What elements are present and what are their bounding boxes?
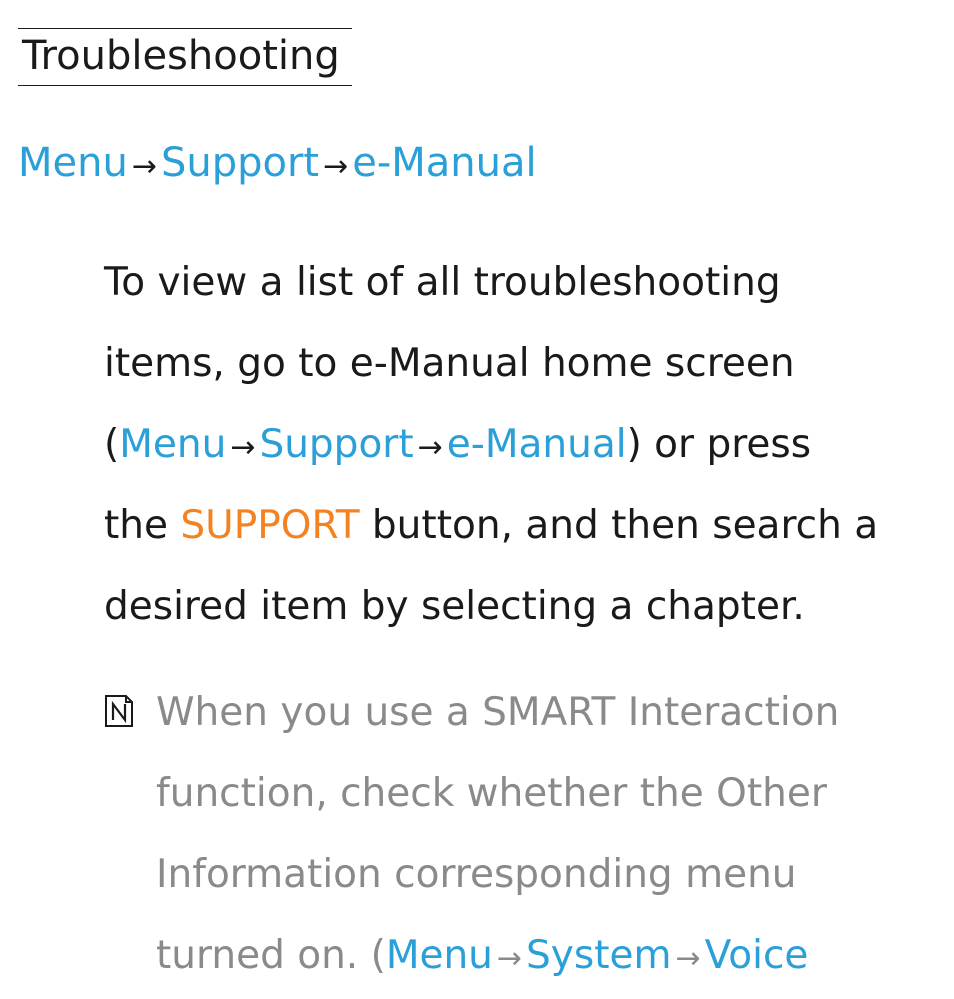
breadcrumb-arrow: → <box>131 149 157 184</box>
menu-link[interactable]: Menu <box>119 422 227 467</box>
paren-close-text: ) or press <box>626 422 812 467</box>
support-link[interactable]: Support <box>259 422 414 467</box>
line4-post: button, and then search a <box>359 503 879 548</box>
note-menu-link[interactable]: Menu <box>385 933 493 978</box>
note-block <box>104 672 944 996</box>
breadcrumb <box>18 136 537 194</box>
instruction-paragraph <box>104 242 944 647</box>
paragraph-line: desired item by selecting a chapter. <box>104 584 805 629</box>
note-line <box>156 915 944 996</box>
note-line4-pre: turned on. ( <box>156 933 386 978</box>
breadcrumb-arrow: → <box>323 149 349 184</box>
breadcrumb-emanual-link[interactable]: e-Manual <box>352 140 537 186</box>
path-arrow: → <box>417 430 443 465</box>
note-voice-link[interactable]: Voice <box>704 933 809 978</box>
paragraph-line <box>104 485 944 566</box>
path-arrow: → <box>230 430 256 465</box>
emanual-link[interactable]: e-Manual <box>446 422 627 467</box>
path-arrow: → <box>496 941 523 976</box>
note-line: When you use a SMART Interaction <box>156 690 840 735</box>
paragraph-line: items, go to e-Manual home screen <box>104 341 795 386</box>
paragraph-line <box>104 404 944 485</box>
note-system-link[interactable]: System <box>526 933 672 978</box>
path-arrow: → <box>675 941 701 976</box>
support-button-label: SUPPORT <box>180 503 360 548</box>
breadcrumb-menu-link[interactable]: Menu <box>18 140 128 186</box>
note-line: function, check whether the Other <box>156 771 827 816</box>
paragraph-line: To view a list of all troubleshooting <box>104 260 781 305</box>
line4-pre: the <box>104 503 181 548</box>
breadcrumb-support-link[interactable]: Support <box>160 140 320 186</box>
paren-open: ( <box>104 422 120 467</box>
section-title: Troubleshooting <box>18 28 352 86</box>
note-line: Information corresponding menu <box>156 852 797 897</box>
note-icon <box>104 694 134 728</box>
